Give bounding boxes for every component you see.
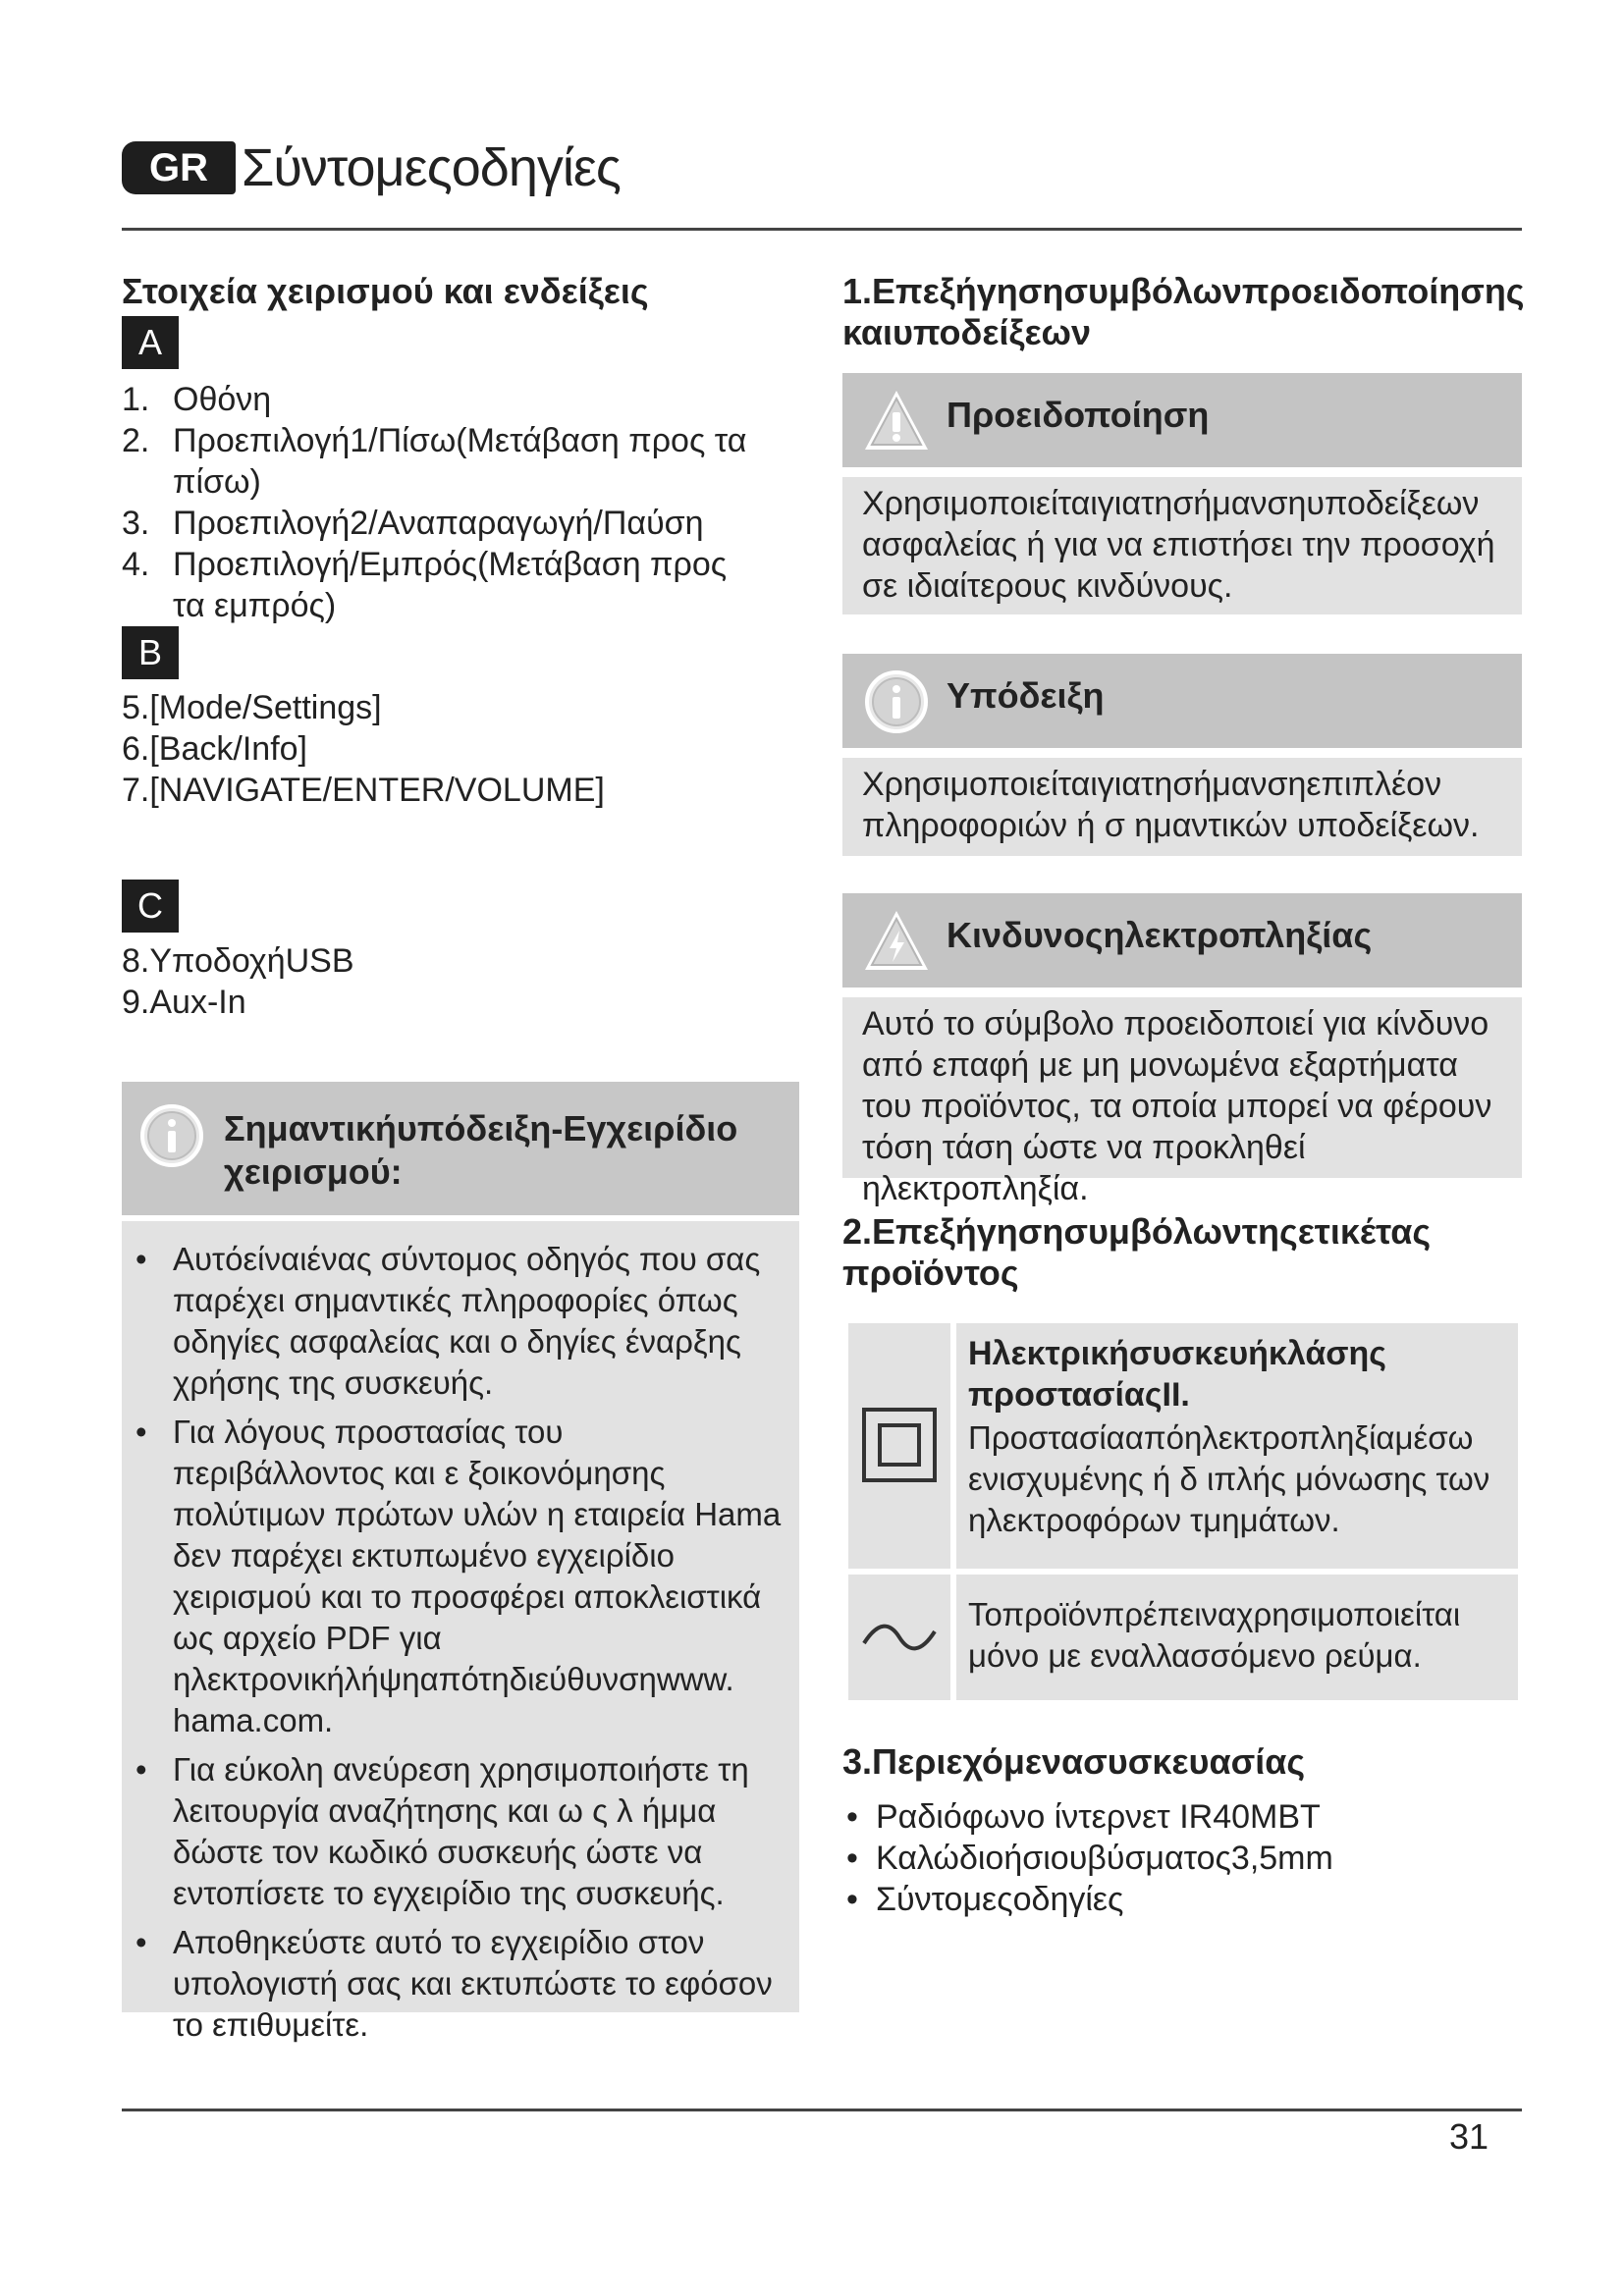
list-item: 1. Οθόνη bbox=[122, 381, 272, 418]
list-item: 5. [Mode/Settings] bbox=[122, 689, 382, 726]
list-item: • Αποθηκεύστε αυτό το εγχειρίδιο στον υπολογιστή σας και εκτυπώστε το εφόσον το επιθυμείτε. bbox=[135, 1924, 773, 2043]
info-icon bbox=[862, 667, 931, 736]
manual-note-body bbox=[122, 1221, 799, 2043]
package-contents-list bbox=[842, 1796, 1333, 1920]
package-contents-title: 3.Περιεχόμενασυσκευασίας bbox=[842, 1741, 1306, 1782]
shock-title: Κινδυνοςηλεκτροπληξίας bbox=[947, 915, 1373, 955]
group-b-list bbox=[122, 687, 809, 811]
table-row bbox=[848, 1575, 1518, 1700]
warning-triangle-icon bbox=[862, 387, 931, 455]
page-number: 31 bbox=[1449, 2116, 1489, 2157]
list-item: 9. Aux-In bbox=[122, 984, 246, 1021]
group-a-letter: A bbox=[122, 316, 179, 369]
ac-wave-icon bbox=[860, 1614, 939, 1666]
warning-header bbox=[842, 373, 1522, 467]
electric-shock-icon bbox=[862, 907, 931, 976]
double-square-icon bbox=[862, 1408, 937, 1487]
group-a-list bbox=[122, 379, 809, 626]
group-b-letter: B bbox=[122, 626, 179, 679]
shock-header bbox=[842, 893, 1522, 988]
list-item: • Ραδιόφωνο ίντερνετ IR40MBT bbox=[846, 1798, 1321, 1836]
manual-note-header bbox=[122, 1082, 799, 1215]
group-c-letter: C bbox=[122, 880, 179, 933]
header-rule bbox=[122, 228, 1522, 231]
manual-note-bullets bbox=[122, 1239, 782, 2054]
hint-title: Υπόδειξη bbox=[947, 675, 1105, 716]
list-item: • Για λόγους προστασίας του περιβάλλοντος και ε ξοικονόμησης πολύτιμων πρώτων υλών η εταιρεία Hama δεν παρέχει εκτυπωμένο εγχειρίδιο χειρισμού και το προσφέρει αποκλειστικά ως αρχείο PDF για ηλεκτρονικήλήψηαπότηδιεύθυνσηwww. hama.com. bbox=[135, 1414, 782, 1738]
list-item: • Καλώδιοήσιουβύσματος3,5mm bbox=[846, 1840, 1333, 1877]
page-title: Σύντομεςοδηγίες bbox=[242, 138, 621, 197]
group-c-list bbox=[122, 940, 809, 1023]
list-item: 7. [NAVIGATE/ENTER/VOLUME] bbox=[122, 772, 605, 809]
shock-text: Αυτό το σύμβολο προειδοποιεί για κίνδυνο από επαφή με μη μονωμένα εξαρτήματα του προϊόντος, τα οποία μπορεί να φέρουν τόση τάση ώστε να προκληθεί ηλεκτροπληξία. bbox=[862, 1005, 1492, 1207]
warning-body bbox=[842, 477, 1522, 614]
table-row bbox=[848, 1323, 1518, 1569]
list-item: 2. Προεπιλογή1/Πίσω(Μετάβαση προς τα πίσω) bbox=[122, 422, 747, 501]
label-symbols-section-title: 2.Επεξήγησησυμβόλωντηςετικέτας προϊόντος bbox=[842, 1211, 1432, 1293]
warning-text: Χρησιμοποιείταιγιατησήμανσηυποδείξεων ασφαλείας ή για να επιστήσει την προσοχή σε ιδιαίτερους κινδύνους. bbox=[862, 485, 1495, 605]
list-item: • Για εύκολη ανεύρεση χρησιμοποιήστε τη λειτουργία αναζήτησης και ω ς λ ήμμα δώστε τον κωδικό συσκευής ώστε να εντοπίσετε το εγχειρίδιο της συσκευής. bbox=[135, 1751, 749, 1911]
manual-note-title: Σημαντικήυπόδειξη-Εγχειρίδιο χειρισμού: bbox=[224, 1108, 738, 1192]
list-item: • Σύντομεςοδηγίες bbox=[846, 1881, 1124, 1918]
list-item: 4. Προεπιλογή/Εμπρός(Μετάβαση προς τα εμπρός) bbox=[122, 546, 728, 624]
hint-body bbox=[842, 758, 1522, 856]
hint-text: Χρησιμοποιείταιγιατησήμανσηεπιπλέον πληροφοριών ή σ ημαντικών υποδείξεων. bbox=[862, 766, 1480, 844]
list-item: 8. ΥποδοχήUSB bbox=[122, 942, 354, 980]
class2-title: Ηλεκτρικήσυσκευήκλάσης προστασίαςII. bbox=[968, 1335, 1386, 1414]
ac-only-text: Τοπροϊόνπρέπειναχρησιμοποιείται μόνο με εναλλασσόμενο ρεύμα. bbox=[968, 1596, 1461, 1674]
info-icon bbox=[139, 1103, 204, 1168]
footer-rule bbox=[122, 2109, 1522, 2111]
controls-section-title: Στοιχεία χειρισμού και ενδείξεις bbox=[122, 271, 649, 311]
hint-header bbox=[842, 654, 1522, 748]
list-item: • Αυτόείναιένας σύντομος οδηγός που σας παρέχει σημαντικές πληροφορίες όπως οδηγίες ασφαλείας και ο δηγίες έναρξης χρήσης της συσκευής. bbox=[135, 1241, 761, 1401]
list-item: 3. Προεπιλογή2/Αναπαραγωγή/Παύση bbox=[122, 505, 704, 542]
shock-body bbox=[842, 997, 1522, 1207]
language-badge: GR bbox=[122, 141, 236, 194]
warning-title: Προειδοποίηση bbox=[947, 395, 1210, 435]
list-item: 6. [Back/Info] bbox=[122, 730, 307, 768]
class2-text: Προστασίααπόηλεκτροπληξίαμέσω ενισχυμένης ή δ ιπλής μόνωσης των ηλεκτροφόρων τμημάτων. bbox=[968, 1419, 1490, 1538]
symbols-section-title: 1.Επεξήγησησυμβόλωνπροειδοποίησης καιυποδείξεων bbox=[842, 271, 1525, 352]
